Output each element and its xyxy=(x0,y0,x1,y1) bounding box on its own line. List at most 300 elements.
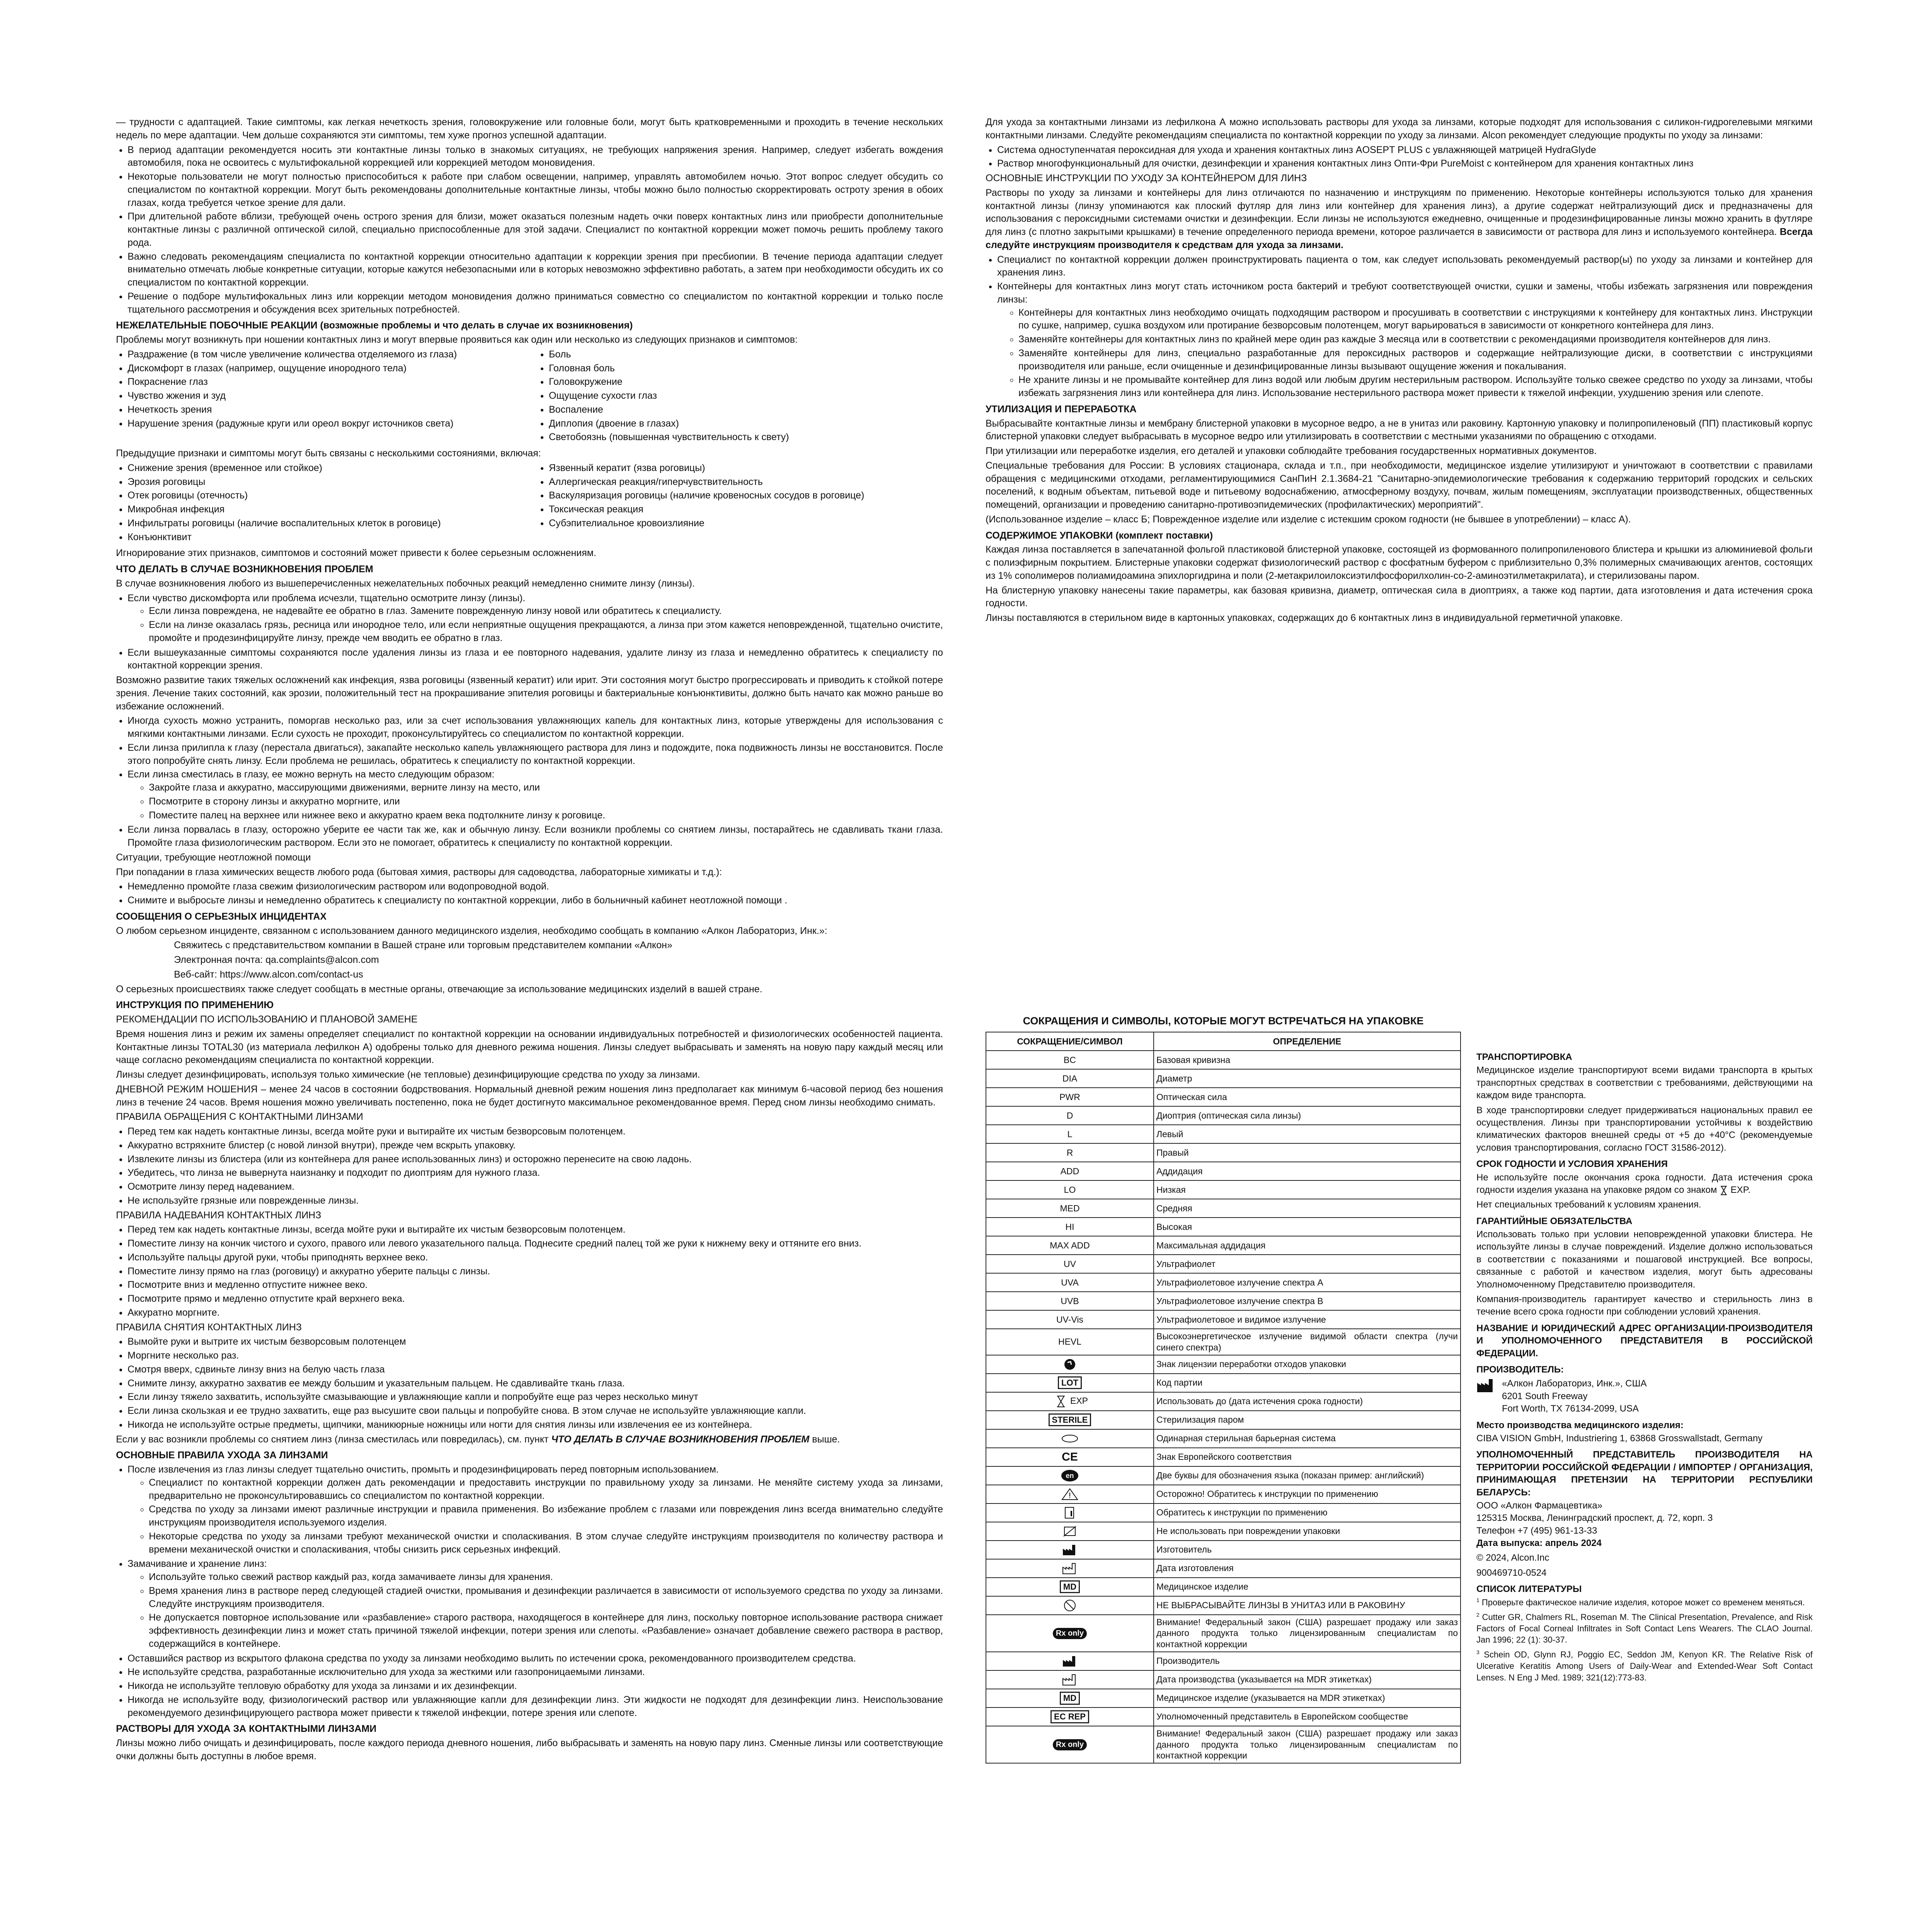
definition-cell: Одинарная стерильная барьерная система xyxy=(1154,1429,1461,1448)
symbol-text: HEVL xyxy=(1058,1337,1082,1347)
symbol-badge: MD xyxy=(1060,1580,1080,1594)
list-item: ◦ Время хранения линз в растворе перед следующей стадией очистки, промывания и дезинфекции различается в зависимости от используемого средства по уходу за линзами. Следуйте инструкциям производителя. xyxy=(149,1585,943,1611)
insert-list xyxy=(116,1223,943,1319)
list-item: • Нечеткость зрения xyxy=(128,403,522,417)
symbol-cell xyxy=(986,1448,1154,1466)
symbol-badge: STERILE xyxy=(1049,1413,1091,1427)
symbol-cell xyxy=(986,1255,1154,1273)
definition-cell: Левый xyxy=(1154,1125,1461,1143)
list-item: • Токсическая реакция xyxy=(549,503,943,516)
symbol-text: ADD xyxy=(1060,1166,1079,1176)
site-para: CIBA VISION GmbH, Industriering 1, 63868 Grosswallstadt, Germany xyxy=(1476,1433,1763,1444)
definition-cell: Код партии xyxy=(1154,1374,1461,1392)
list-item: ◦ Не храните линзы и не промывайте контейнер для линз водой или любым другим нестерильным раствором. Используйте только свежее средство по уходу за линзами, чтобы избежать загрязнения линз или контейнера для линз. Использование нестерильного раствора может привести к тяжелой инфекции, ухудшению зрения или слепоте. xyxy=(1018,374,1813,400)
list-item: ◦ Некоторые средства по уходу за линзами требуют механической очистки и споласкивания. В этом случае следуйте инструкциям производителя по количеству раствора и времени механической очистки и споласкивания, чтобы снизить риск серьезных инфекций. xyxy=(149,1530,943,1556)
side-column xyxy=(1476,1047,1813,1932)
usage-para: Время ношения линз и режим их замены определяет специалист по контактной коррекции на основании индивидуальных потребностей и физиологических особенностей пациента. Контактные линзы TOTAL30 (из материала лефилкон А) одобрены только для дневного режима ношения. Линзы следует выбрасывать и заменять на новую пару каждый месяц или чаще согласно рекомендациям специалиста по контактной коррекции. xyxy=(116,1028,943,1066)
remove-note-end: выше. xyxy=(812,1434,840,1445)
producer-address xyxy=(1502,1378,1647,1415)
list-item: • Инфильтраты роговицы (наличие воспалительных клеток в роговице) xyxy=(128,517,522,530)
table-row xyxy=(986,1199,1461,1218)
symbol-cell xyxy=(986,1541,1154,1559)
list-item: • Специалист по контактной коррекции должен проинструктировать пациента о том, как следует использовать рекомендуемый раствор(ы) по уходу за линзами и контейнер для хранения линз. xyxy=(997,253,1813,280)
symbol-text: HI xyxy=(1065,1221,1074,1232)
table-row xyxy=(986,1125,1461,1143)
list-item: • Смотря вверх, сдвиньте линзу вниз на белую часть глаза xyxy=(128,1363,943,1376)
incident-heading: СООБЩЕНИЯ О СЕРЬЕЗНЫХ ИНЦИДЕНТАХ xyxy=(116,911,327,922)
list-item: • Если линза порвалась в глазу, осторожно уберите ее части так же, как и обычную линзу. Если возникли проблемы со снятием линзы, постарайтесь не сдавливать ткани глаза. Промойте глаза физиологическим раствором. Если это не помогает, обратитесь к специалисту по контактной коррекции. xyxy=(128,823,943,850)
symbol-cell xyxy=(986,1199,1154,1218)
definition-cell: Правый xyxy=(1154,1143,1461,1162)
symbol-cell xyxy=(986,1355,1154,1374)
references-heading: СПИСОК ЛИТЕРАТУРЫ xyxy=(1476,1584,1582,1595)
list-item: • Если вышеуказанные симптомы сохраняются после удаления линзы из глаза и ее повторного надевания, удалите линзу из глаза и немедленно обратитесь к специалисту по контактной коррекции зрения. xyxy=(128,646,943,673)
list-item: • Иногда сухость можно устранить, поморгав несколько раз, или за счет использования увлажняющих капель для контактных линз, которые утверждены для использования с мягкими контактными линзами. Если сухость не проходит, проконсультируйтесь со специалистом по контактной коррекции. xyxy=(128,714,943,741)
instructions-icon xyxy=(1061,1506,1079,1519)
list-item: • Язвенный кератит (язва роговицы) xyxy=(549,462,943,475)
symbol-cell xyxy=(986,1429,1154,1448)
definition-cell: Медицинское изделие (указывается на MDR этикетках) xyxy=(1154,1689,1461,1708)
address-line: «Алкон Лабораториз, Инк.», США xyxy=(1502,1378,1647,1389)
symbol-text: L xyxy=(1067,1129,1073,1139)
left-column xyxy=(116,116,943,1932)
table-row xyxy=(986,1596,1461,1615)
usage-para: ДНЕВНОЙ РЕЖИМ НОШЕНИЯ – менее 24 часов в состоянии бодрствования. Нормальный дневной режим ношения линз предполагает как минимум 6-часовой период без ношения линз в течение 24 часов. Время ношения можно увеличивать постепенно, пока не будет достигнуто максимальное рекомендованное время. Перед сном линзы необходимо снимать. xyxy=(116,1083,943,1108)
table-row xyxy=(986,1615,1461,1652)
definition-cell: Знак лицензии переработки отходов упаковки xyxy=(1154,1355,1461,1374)
sub-list xyxy=(128,1476,943,1556)
list-item: ◦ Если на линзе оказалась грязь, ресница или инородное тело, или если неприятные ощущения прекращаются, а линза при этом кажется неповрежденной, тщательно очистите, промойте и продезинфицируйте линзу, прежде чем вводить ее обратно в глаз. xyxy=(149,619,943,645)
caution-icon xyxy=(1061,1488,1079,1501)
symbol-cell xyxy=(986,1069,1154,1088)
conditions-list-b xyxy=(537,462,943,545)
definition-cell: Высокоэнергетическое излучение видимой области спектра (лучи синего спектра) xyxy=(1154,1329,1461,1355)
table-row xyxy=(986,1522,1461,1541)
symbol-text: D xyxy=(1066,1110,1073,1121)
table-row xyxy=(986,1503,1461,1522)
disposal-heading: УТИЛИЗАЦИЯ И ПЕРЕРАБОТКА xyxy=(986,403,1137,415)
list-item: • Раздражение (в том числе увеличение количества отделяемого из глаза) xyxy=(128,348,522,361)
reference-text: Schein OD, Glynn RJ, Poggio EC, Seddon JM, Kenyon KR. The Relative Risk of Ulcerative Keratitis Among Users of Daily-Wear and Extended-Wear Soft Contact Lenses. N Eng J Med. 1989; 321(12):773-83. xyxy=(1476,1650,1813,1682)
reference-item xyxy=(1476,1611,1813,1646)
contact-website[interactable]: Веб-сайт: https://www.alcon.com/contact-us xyxy=(174,969,363,980)
list-item: • Не используйте средства, разработанные исключительно для ухода за жесткими или газопроницаемыми линзами. xyxy=(128,1666,943,1679)
list-item: ◦ Посмотрите в сторону линзы и аккуратно моргните, или xyxy=(149,795,943,808)
disposal-para: Специальные требования для России: В условиях стационара, склада и т.п., при необходимости, медицинское изделие утилизируют и уничтожают в соответствии с правилами обращения с медицинскими отходами, регламентирующимися СанПиН 2.1.3684-21 "Санитарно-эпидемиологические требования к содержанию территорий городских и сельских поселений, к водным объектам, питьевой воде и питьевому водоснабжению, атмосферному воздуху, почвам, жилым помещениям, эксплуатации производственных, общественных помещений, организации и проведению санитарно-противоэпидемических (профилактических) мероприятий". xyxy=(986,460,1813,510)
table-row xyxy=(986,1578,1461,1596)
list-item: • Важно следовать рекомендациям специалиста по контактной коррекции относительно адаптации к коррекции зрения при пресбиопии. В течение периода адаптации следует внимательно отмечать любые конкретные ситуации, которые кажутся небезопасными или в которых невозможно эффективно работать, а затем при необходимости обсудить их со специалистом по контактной коррекции. xyxy=(128,250,943,289)
table-row xyxy=(986,1559,1461,1578)
definition-cell: Ультрафиолетовое излучение спектра В xyxy=(1154,1292,1461,1310)
symbol-cell xyxy=(986,1615,1154,1652)
table-row xyxy=(986,1466,1461,1485)
adaptation-intro: — трудности с адаптацией. Такие симптомы, как легкая нечеткость зрения, головокружение или головные боли, могут быть кратковременными и проходить в течение нескольких недель по мере адаптации. Чем дольше сохраняются эти симптомы, тем хуже прогноз успешной адаптации. xyxy=(116,117,943,141)
symbols-title: СОКРАЩЕНИЯ И СИМВОЛЫ, КОТОРЫЕ МОГУТ ВСТРЕЧАТЬСЯ НА УПАКОВКЕ xyxy=(1023,1015,1424,1027)
list-item: • Головная боль xyxy=(549,362,943,375)
representative-address xyxy=(1476,1500,1813,1537)
table-row xyxy=(986,1218,1461,1236)
org-name-heading: НАЗВАНИЕ И ЮРИДИЧЕСКИЙ АДРЕС ОРГАНИЗАЦИИ-ПРОИЗВОДИТЕЛЯ И УПОЛНОМОЧЕННОГО ПРЕДСТАВИТЕЛЯ В РОССИЙСКОЙ ФЕДЕРАЦИИ. xyxy=(1476,1323,1813,1359)
list-item-text: Контейнеры для контактных линз могут стать источником роста бактерий и требуют соответствующей очистки, сушки и замены, чтобы избежать загрязнения или повреждения линзы: xyxy=(997,281,1813,305)
symbol-cell xyxy=(986,1106,1154,1125)
solutions-list xyxy=(986,144,1813,171)
list-item-text: Если чувство дискомфорта или проблема исчезли, тщательно осмотрите линзу (линзы). xyxy=(128,592,526,604)
date-of-manufacture-icon xyxy=(1061,1562,1079,1575)
list-item xyxy=(997,280,1813,400)
list-item: • Вымойте руки и вытрите их чистым безворсовым полотенцем xyxy=(128,1335,943,1349)
list-item: • Светобоязнь (повышенная чувствительность к свету) xyxy=(549,431,943,444)
table-header: СОКРАЩЕНИЕ/СИМВОЛ xyxy=(986,1032,1154,1051)
conditions-intro: Предыдущие признаки и симптомы могут быть связаны с несколькими состояниями, включая: xyxy=(116,448,541,459)
side-effects-heading: НЕЖЕЛАТЕЛЬНЫЕ ПОБОЧНЫЕ РЕАКЦИИ (возможные проблемы и что делать в случае их возникновения) xyxy=(116,320,633,331)
site-heading: Место производства медицинского изделия: xyxy=(1476,1420,1684,1430)
symptoms-grid xyxy=(116,348,943,445)
symbol-text: UVB xyxy=(1061,1296,1079,1306)
usage-subheading: РЕКОМЕНДАЦИИ ПО ИСПОЛЬЗОВАНИЮ И ПЛАНОВОЙ ЗАМЕНЕ xyxy=(116,1014,418,1025)
symbol-cell xyxy=(986,1125,1154,1143)
definition-cell: Ультрафиолетовое и видимое излучение xyxy=(1154,1310,1461,1329)
serious-complications-para: Возможно развитие таких тяжелых осложнений как инфекция, язва роговицы (язвенный кератит) или ирит. Эти состояния могут быстро прогрессировать и приводить к стойкой потере зрения. Лечение таких состояний, как эрозии, положительный тест на прокрашивание эпителия роговицы и бактериальные конъюнктивиты, должно быть начато как можно раньше во избежание осложнений. xyxy=(116,675,943,712)
table-row xyxy=(986,1088,1461,1106)
list-item: • Система одноступенчатая пероксидная для ухода и хранения контактных линз AOSEPT PLUS с увлажняющей матрицей HydraGlyde xyxy=(997,144,1813,157)
remove-note-reference: ЧТО ДЕЛАТЬ В СЛУЧАЕ ВОЗНИКНОВЕНИЯ ПРОБЛЕМ xyxy=(551,1434,810,1445)
table-row xyxy=(986,1708,1461,1726)
symbol-cell xyxy=(986,1652,1154,1670)
side-effects-intro: Проблемы могут возникнуть при ношении контактных линз и могут впервые проявиться как один или несколько из следующих признаков и симптомов: xyxy=(116,334,798,345)
sub-list xyxy=(128,605,943,645)
symbol-cell xyxy=(986,1392,1154,1411)
list-item-text: Если линза сместилась в глазу, ее можно вернуть на место следующим образом: xyxy=(128,769,495,780)
incident-local-note: О серьезных происшествиях также следует сообщать в местные органы, отвечающие за использование медицинских изделий в вашей стране. xyxy=(116,983,763,995)
remove-heading: ПРАВИЛА СНЯТИЯ КОНТАКТНЫХ ЛИНЗ xyxy=(116,1321,302,1333)
ignore-note: Игнорирование этих признаков, симптомов и состояний может привести к более серьезным осложнениям. xyxy=(116,548,596,559)
reference-number: 2 xyxy=(1476,1611,1479,1618)
no-toilet-icon xyxy=(1061,1599,1079,1612)
table-row xyxy=(986,1411,1461,1429)
symbol-text: MAX ADD xyxy=(1050,1240,1090,1250)
symbol-cell xyxy=(986,1273,1154,1292)
definition-cell: Ультрафиолетовое излучение спектра А xyxy=(1154,1273,1461,1292)
contact-line: Свяжитесь с представительством компании в Вашей стране или торговым представителем компании «Алкон» xyxy=(174,940,672,951)
list-item: • Ощущение сухости глаз xyxy=(549,389,943,403)
definition-cell: Внимание! Федеральный закон (США) разрешает продажу или заказ данного продукта только лицензированным специалистам по контактной коррекции xyxy=(1154,1615,1461,1652)
list-item: • Перед тем как надеть контактные линзы, всегда мойте руки и вытирайте их чистым безворсовым полотенцем. xyxy=(128,1223,943,1236)
table-row xyxy=(986,1392,1461,1411)
list-item: ◦ Заменяйте контейнеры для линз, специально разработанные для пероксидных растворов и содержащие нейтрализующие диски, в соответствии с инструкциями производителя или раньше, если очищенные и дезинфицированные линзы вызывают ощущение жжения и покалывания. xyxy=(1018,347,1813,373)
list-item: • Перед тем как надеть контактные линзы, всегда мойте руки и вытирайте их чистым безворсовым полотенцем. xyxy=(128,1125,943,1138)
list-item: • Снимите и выбросьте линзы и немедленно обратитесь к специалисту по контактной коррекции, либо в больничный кабинет неотложной помощи . xyxy=(128,894,943,907)
table-header: ОПРЕДЕЛЕНИЕ xyxy=(1154,1032,1461,1051)
list-item: • Решение о подборе мультифокальных линз или коррекции методом моновидения должно приниматься совместно со специалистом по контактной коррекции и только после тщательного рассмотрения и обсуждения всех зрительных потребностей. xyxy=(128,290,943,316)
list-item: • Аллергическая реакция/гиперчувствительность xyxy=(549,476,943,489)
contents-para: Линзы поставляются в стерильном виде в картонных упаковках, содержащих до 6 контактных линз в индивидуальной герметичной упаковке. xyxy=(986,612,1623,623)
table-row xyxy=(986,1374,1461,1392)
symbol-cell xyxy=(986,1466,1154,1485)
what-to-do-intro: В случае возникновения любого из вышеперечисленных нежелательных побочных реакций немедленно снимите линзу (линзы). xyxy=(116,578,695,589)
symbol-cell xyxy=(986,1088,1154,1106)
definition-cell: Уполномоченный представитель в Европейском сообществе xyxy=(1154,1708,1461,1726)
symbol-cell xyxy=(986,1411,1154,1429)
date-of-manufacture-icon xyxy=(1061,1673,1079,1686)
definition-cell: Использовать до (дата истечения срока годности) xyxy=(1154,1392,1461,1411)
contents-para: Каждая линза поставляется в запечатанной фольгой пластиковой блистерной упаковке, состоящей из формованного полипропиленового блистера и крышки из алюминиевой фольги с полиэфирным покрытием. Блистерные упаковки содержат физиологический раствор с фосфатным буфером с приблизительно 0,3% полимерных смачивающих агентов, состоящих из 1% сополимеров полиамидоамина эпихлоргидрина и поли (2-метакрилоилоксиэтилфосфорилхолин-со-2-аминоэтилметакрилата), и стерилизованы паром. xyxy=(986,544,1813,581)
symbol-text: LO xyxy=(1064,1184,1076,1195)
list-item xyxy=(128,592,943,645)
case-para-bold: Всегда следуйте инструкциям производителя к средствам для ухода за линзами. xyxy=(986,226,1813,250)
do-not-use-damaged-icon xyxy=(1061,1525,1079,1538)
symbol-cell xyxy=(986,1503,1154,1522)
warranty-para: Компания-производитель гарантирует качество и стерильность линз в течение всего срока годности при соблюдении условий хранения. xyxy=(1476,1294,1813,1317)
reference-text: Проверьте фактическое наличие изделия, которое может со временем меняться. xyxy=(1481,1597,1805,1607)
language-badge: en xyxy=(1061,1470,1078,1481)
list-item: • Воспаление xyxy=(549,403,943,417)
definition-cell: Средняя xyxy=(1154,1199,1461,1218)
warranty-para: Использовать только при условии неповрежденной упаковки блистера. Не используйте линзы в случае повреждений. Изделие должно использоваться в соответствии с показаниями и пошаговой инструкцией. Все вопросы, связанные с работой и качеством изделия, могут быть адресованы Уполномоченному Представителю производителя. xyxy=(1476,1229,1813,1290)
storage-para-text: Не используйте после окончания срока годности. Дата истечения срока годности изделия указана на упаковке рядом со знаком xyxy=(1476,1172,1813,1195)
hourglass-icon xyxy=(1720,1185,1728,1196)
symbol-cell xyxy=(986,1708,1154,1726)
symbol-cell xyxy=(986,1374,1154,1392)
sterile-barrier-icon xyxy=(1061,1432,1079,1445)
definition-cell: НЕ ВЫБРАСЫВАЙТЕ ЛИНЗЫ В УНИТАЗ ИЛИ В РАКОВИНУ xyxy=(1154,1596,1461,1615)
list-item: ◦ Специалист по контактной коррекции должен дать рекомендации и предоставить инструкции по правильному уходу за линзами. Не меняйте систему ухода за линзами, предварительно не проконсультировавшись со специалистом по контактной коррекции. xyxy=(149,1476,943,1503)
definition-cell: Осторожно! Обратитесь к инструкции по применению xyxy=(1154,1485,1461,1503)
document-code-small: 900469710-0524 xyxy=(1476,1567,1547,1578)
symbol-cell xyxy=(986,1051,1154,1069)
symbol-cell xyxy=(986,1689,1154,1708)
storage-heading: СРОК ГОДНОСТИ И УСЛОВИЯ ХРАНЕНИЯ xyxy=(1476,1159,1668,1170)
list-item: • Извлеките линзы из блистера (или из контейнера для ранее использованных линз) и осторожно перенесите на свою ладонь. xyxy=(128,1153,943,1166)
symbol-cell xyxy=(986,1485,1154,1503)
definition-cell: Оптическая сила xyxy=(1154,1088,1461,1106)
ce-mark: CE xyxy=(1062,1450,1078,1463)
contents-heading: СОДЕРЖИМОЕ УПАКОВКИ (комплект поставки) xyxy=(986,530,1213,541)
what-to-do-list xyxy=(116,592,943,673)
list-item: • Никогда не используйте острые предметы, щипчики, маникюрные ножницы или ногти для снятия линзы или извлечения ее из контейнера. xyxy=(128,1418,943,1432)
dryness-list xyxy=(116,714,943,850)
rx-only-badge: Rx only xyxy=(1053,1739,1087,1750)
reference-item xyxy=(1476,1597,1813,1608)
list-item: • Субэпителиальное кровоизлияние xyxy=(549,517,943,530)
symbol-cell xyxy=(986,1670,1154,1689)
list-item: • Покраснение глаз xyxy=(128,376,522,389)
disposal-para: Выбрасывайте контактные линзы и мембрану блистерной упаковки в мусорное ведро, а не в унитаз или раковину. Картонную упаковку и полипропиленовый (ПП) пластиковый корпус блистерной упаковки следует выбрасывать в мусорное ведро или утилизировать в соответствии с местными указаниями по обращению с отходами. xyxy=(986,418,1813,442)
list-item: • Снимите линзу, аккуратно захватив ее между большим и указательным пальцем. Не сдавливайте ткань глаза. xyxy=(128,1377,943,1390)
list-item xyxy=(128,1558,943,1650)
incident-para: О любом серьезном инциденте, связанном с использованием данного медицинского изделия, необходимо сообщать в компанию «Алкон Лабораториз, Инк.»: xyxy=(116,925,827,936)
list-item: • Раствор многофункциональный для очистки, дезинфекции и хранения контактных линз Опти-Фри PureMoist с контейнером для хранения контактных линз xyxy=(997,157,1813,170)
symbol-badge: LOT xyxy=(1058,1376,1082,1389)
list-item: • Микробная инфекция xyxy=(128,503,522,516)
recycle-icon xyxy=(1061,1358,1079,1371)
definition-cell: Медицинское изделие xyxy=(1154,1578,1461,1596)
table-row xyxy=(986,1273,1461,1292)
symbols-table xyxy=(986,1032,1461,1764)
list-item: • В период адаптации рекомендуется носить эти контактные линзы только в знакомых ситуациях, не требующих напряжения зрения. Например, следует избегать вождения автомобиля, пока не освоитесь с мультифокальной коррекцией или коррекцией методом моновидения. xyxy=(128,144,943,170)
list-item: • Отек роговицы (отечность) xyxy=(128,489,522,502)
producer-block xyxy=(1476,1378,1813,1415)
remove-list xyxy=(116,1335,943,1431)
symbol-cell xyxy=(986,1292,1154,1310)
symbol-text: UV-Vis xyxy=(1056,1314,1083,1325)
list-item: • Если линзу тяжело захватить, используйте смазывающие и увлажняющие капли и попробуйте еще раз через несколько минут xyxy=(128,1391,943,1404)
table-row xyxy=(986,1541,1461,1559)
table-row xyxy=(986,1051,1461,1069)
list-item: • Конъюнктивит xyxy=(128,531,522,544)
list-item: • Если линза скользкая и ее трудно захватить, еще раз высушите свои пальцы и попробуйте снова. В этом случае не используйте увлажняющие капли. xyxy=(128,1405,943,1418)
list-item: • Диплопия (двоение в глазах) xyxy=(549,417,943,430)
list-item: • Посмотрите вниз и медленно отпустите нижнее веко. xyxy=(128,1279,943,1292)
definition-cell: Ультрафиолет xyxy=(1154,1255,1461,1273)
symbol-text: UV xyxy=(1064,1259,1076,1269)
table-row xyxy=(986,1236,1461,1255)
symbols-table-body xyxy=(986,1051,1461,1763)
symbol-text: UVA xyxy=(1061,1277,1079,1287)
definition-cell: Высокая xyxy=(1154,1218,1461,1236)
urgent-heading: Ситуации, требующие неотложной помощи xyxy=(116,852,311,863)
list-item: ◦ Контейнеры для контактных линз необходимо очищать подходящим раствором и просушивать в соответствии с инструкциями к контейнеру для контактных линз. Инструкции по сушке, например, сушка воздухом или протирание безворсовым полотенцем, могут варьироваться в зависимости от конкретного контейнера для линз. xyxy=(1018,306,1813,333)
list-item: • При длительной работе вблизи, требующей очень острого зрения для близи, может оказаться полезным надеть очки поверх контактных линз или приобрести дополнительные контактные линзы с различной оптической силой, специально приспособленные для этой задачи. Специалист по контактной коррекции может помочь решить проблему такого рода. xyxy=(128,210,943,249)
contents-para: На блистерную упаковку нанесены такие параметры, как базовая кривизна, диаметр, оптическая сила в диоптриях, а также код партии, дата изготовления и дата истечения срока годности. xyxy=(986,585,1813,609)
manufacturer-icon xyxy=(1061,1543,1079,1556)
address-line: 125315 Москва, Ленинградский проспект, д. 72, корп. 3 xyxy=(1476,1513,1713,1524)
what-to-do-heading: ЧТО ДЕЛАТЬ В СЛУЧАЕ ВОЗНИКНОВЕНИЯ ПРОБЛЕМ xyxy=(116,564,373,575)
table-row xyxy=(986,1310,1461,1329)
insert-heading: ПРАВИЛА НАДЕВАНИЯ КОНТАКТНЫХ ЛИНЗ xyxy=(116,1209,322,1221)
table-row xyxy=(986,1329,1461,1355)
remove-note-text: Если у вас возникли проблемы со снятием линз (линза сместилась или повредилась), см. пункт xyxy=(116,1434,549,1445)
handling-list xyxy=(116,1125,943,1208)
address-line: Телефон +7 (495) 961-13-33 xyxy=(1476,1525,1597,1536)
transport-para: В ходе транспортировки следует придерживаться национальных правил ее осуществления. Линзы при транспортировании устойчивы к воздействию климатических факторов внешней среды от +5 до +40°С (рекомендуемые условия транспортирования, согласно ГОСТ 31586-2012). xyxy=(1476,1105,1813,1153)
table-row xyxy=(986,1726,1461,1763)
usage-para: Линзы следует дезинфицировать, используя только химические (не тепловые) дезинфицирующие средства по уходу за линзами. xyxy=(116,1069,700,1080)
list-item: • Аккуратно моргните. xyxy=(128,1306,943,1320)
list-item-text: После извлечения из глаз линзы следует тщательно очистить, промыть и продезинфицировать перед повторным использованием. xyxy=(128,1464,719,1475)
address-line: 6201 South Freeway xyxy=(1502,1391,1588,1401)
list-item: • Дискомфорт в глазах (например, ощущение инородного тела) xyxy=(128,362,522,375)
symbol-cell xyxy=(986,1162,1154,1180)
list-item: • Аккуратно встряхните блистер (с новой линзой внутри), прежде чем вскрыть упаковку. xyxy=(128,1139,943,1152)
table-row xyxy=(986,1355,1461,1374)
address-line: ООО «Алкон Фармацевтика» xyxy=(1476,1500,1603,1511)
storage-para: Нет специальных требований к условиям хранения. xyxy=(1476,1199,1701,1210)
list-item: • Посмотрите прямо и медленно отпустите край верхнего века. xyxy=(128,1293,943,1306)
symptoms-list-a xyxy=(116,348,522,445)
symbol-text: MED xyxy=(1060,1203,1080,1213)
symbol-cell xyxy=(986,1578,1154,1596)
list-item xyxy=(128,768,943,822)
definition-cell: Обратитесь к инструкции по применению xyxy=(1154,1503,1461,1522)
address-line: Fort Worth, TX 76134-2099, USA xyxy=(1502,1403,1639,1414)
list-item: ◦ Средства по уходу за линзами имеют различные инструкции и правила применения. Во избежание проблем с глазами или повреждения линз всегда внимательно следуйте инструкциям производителя используемого изделия. xyxy=(149,1503,943,1529)
conditions-grid xyxy=(116,462,943,545)
table-row xyxy=(986,1429,1461,1448)
list-item: • Головокружение xyxy=(549,376,943,389)
references-list xyxy=(1476,1597,1813,1684)
definition-cell: Внимание! Федеральный закон (США) разрешает продажу или заказ данного продукта только лицензированным специалистам по контактной коррекции xyxy=(1154,1726,1461,1763)
warranty-heading: ГАРАНТИЙНЫЕ ОБЯЗАТЕЛЬСТВА xyxy=(1476,1216,1633,1226)
case-para xyxy=(986,187,1813,252)
solutions-heading: РАСТВОРЫ ДЛЯ УХОДА ЗА КОНТАКТНЫМИ ЛИНЗАМИ xyxy=(116,1723,377,1735)
list-item: • Немедленно промойте глаза свежим физиологическим раствором или водопроводной водой. xyxy=(128,880,943,893)
list-item: • Эрозия роговицы xyxy=(128,476,522,489)
remove-note xyxy=(116,1433,943,1446)
care-heading: ОСНОВНЫЕ ПРАВИЛА УХОДА ЗА ЛИНЗАМИ xyxy=(116,1450,328,1461)
symbol-cell xyxy=(986,1559,1154,1578)
definition-cell: Дата изготовления xyxy=(1154,1559,1461,1578)
list-item: • Убедитесь, что линза не вывернута наизнанку и подходит по диоптриям для нужного глаза. xyxy=(128,1167,943,1180)
symptoms-list-b xyxy=(537,348,943,445)
definition-cell: Не использовать при повреждении упаковки xyxy=(1154,1522,1461,1541)
symbol-text: DIA xyxy=(1062,1073,1078,1083)
transport-heading: ТРАНСПОРТИРОВКА xyxy=(1476,1052,1572,1062)
care-list xyxy=(116,1463,943,1719)
list-item: ◦ Не допускается повторное использование или «разбавление» старого раствора, находящегося в контейнере для линз, поскольку повторное использование раствора снижает эффективность дезинфекции линз и может стать причиной тяжелой инфекции, потери зрения или слепоты. «Разбавление» означает добавление свежего раствора в раствор, содержащийся в контейнере. xyxy=(149,1611,943,1650)
issue-date: Дата выпуска: апрель 2024 xyxy=(1476,1538,1602,1549)
symbol-cell xyxy=(986,1236,1154,1255)
case-para-text: Растворы по уходу за линзами и контейнеры для линз отличаются по назначению и инструкциям по применению. Некоторые контейнеры используются только для хранения контактной линзы (линзу упоминаются как плоский футляр для линз или контейнер для хранения линз), а другие содержат нейтрализующий диск и предназначены для использования с пероксидными системами очистки и дезинфекции. Если линзы не используются ежедневно, очищенные и продезинфицированные линзы можно хранить в футляре для линз (с плотно закрытыми крышками) в течение определенного периода времени, которое различается в зависимости от раствора для линз и используемого контейнера. xyxy=(986,187,1813,237)
list-item: ◦ Если линза повреждена, не надевайте ее обратно в глаз. Замените поврежденную линзу новой или обратитесь к специалисту. xyxy=(149,605,943,618)
manufacturer-icon xyxy=(1476,1378,1495,1393)
case-list xyxy=(986,253,1813,400)
definition-cell: Диоптрия (оптическая сила линзы) xyxy=(1154,1106,1461,1125)
table-row xyxy=(986,1292,1461,1310)
symbol-cell xyxy=(986,1596,1154,1615)
table-row xyxy=(986,1448,1461,1466)
disposal-para: (Использованное изделие – класс Б; Поврежденное изделие или изделие с истекшим сроком годности (не бывшее в употреблении) – класс А). xyxy=(986,514,1631,525)
list-item: • Снижение зрения (временное или стойкое) xyxy=(128,462,522,475)
definition-cell: Изготовитель xyxy=(1154,1541,1461,1559)
contact-email[interactable]: Электронная почта: qa.complaints@alcon.com xyxy=(174,954,379,965)
storage-symbol: EXP. xyxy=(1730,1184,1751,1195)
copyright: © 2024, Alcon.Inc xyxy=(1476,1553,1549,1563)
symbol-text: EXP xyxy=(1070,1395,1088,1406)
list-item: • Не используйте грязные или поврежденные линзы. xyxy=(128,1194,943,1208)
definition-cell: Стерилизация паром xyxy=(1154,1411,1461,1429)
transport-para: Медицинское изделие транспортируют всеми видами транспорта в крытых транспортных средствах в соответствии с требованиями, действующими на каждом виде транспорта. xyxy=(1476,1065,1813,1101)
list-item: • Если линза прилипла к глазу (перестала двигаться), закапайте несколько капель увлажняющего раствора для линз и подождите, пока подвижность линзы не восстановится. После этого попробуйте снять линзу. Если проблема не решилась, обратитесь к специалисту по контактной коррекции. xyxy=(128,742,943,768)
table-row xyxy=(986,1180,1461,1199)
definition-cell: Низкая xyxy=(1154,1180,1461,1199)
list-item: • Используйте пальцы другой руки, чтобы приподнять верхнее веко. xyxy=(128,1251,943,1264)
table-row xyxy=(986,1485,1461,1503)
definition-cell: Максимальная аддидация xyxy=(1154,1236,1461,1255)
list-item: • Поместите линзу на кончик чистого и сухого, правого или левого указательного пальца. Поднесите средний палец той же руки к нижнему веку и оттяните его вниз. xyxy=(128,1237,943,1250)
solutions-para: Линзы можно либо очищать и дезинфицировать, после каждого периода дневного ношения, либо выбрасывать и заменять на новую пару линз. Сменные линзы или соответствующие очки должны быть доступны в любое время. xyxy=(116,1738,943,1762)
definition-cell: Базовая кривизна xyxy=(1154,1051,1461,1069)
definition-cell: Аддидация xyxy=(1154,1162,1461,1180)
list-item: • Моргните несколько раз. xyxy=(128,1349,943,1362)
definition-cell: Диаметр xyxy=(1154,1069,1461,1088)
symbol-cell xyxy=(986,1726,1154,1763)
table-row xyxy=(986,1670,1461,1689)
list-item: • Осмотрите линзу перед надеванием. xyxy=(128,1180,943,1194)
table-row xyxy=(986,1143,1461,1162)
symbol-cell xyxy=(986,1310,1154,1329)
disposal-para: При утилизации или переработке изделия, его деталей и упаковки соблюдайте требования государственных нормативных документов. xyxy=(986,446,1597,456)
symbol-cell xyxy=(986,1522,1154,1541)
reference-number: 3 xyxy=(1476,1649,1479,1656)
producer-heading: ПРОИЗВОДИТЕЛЬ: xyxy=(1476,1364,1564,1375)
storage-para xyxy=(1476,1172,1813,1197)
conditions-list-a xyxy=(116,462,522,545)
handling-heading: ПРАВИЛА ОБРАЩЕНИЯ С КОНТАКТНЫМИ ЛИНЗАМИ xyxy=(116,1111,363,1122)
symbol-cell xyxy=(986,1329,1154,1355)
sub-list xyxy=(997,306,1813,400)
list-item: • Некоторые пользователи не могут полностью приспособиться к работе при слабом освещении, например, управлять автомобилем ночью. Этот вопрос следует обсудить со специалистом по контактной коррекции. Могут быть рекомендованы дополнительные контактные линзы, чтобы можно было полностью скорректировать остроту зрения в обоих глазах, когда требуется четкое зрение для дали. xyxy=(128,170,943,209)
reference-number: 1 xyxy=(1476,1597,1479,1603)
